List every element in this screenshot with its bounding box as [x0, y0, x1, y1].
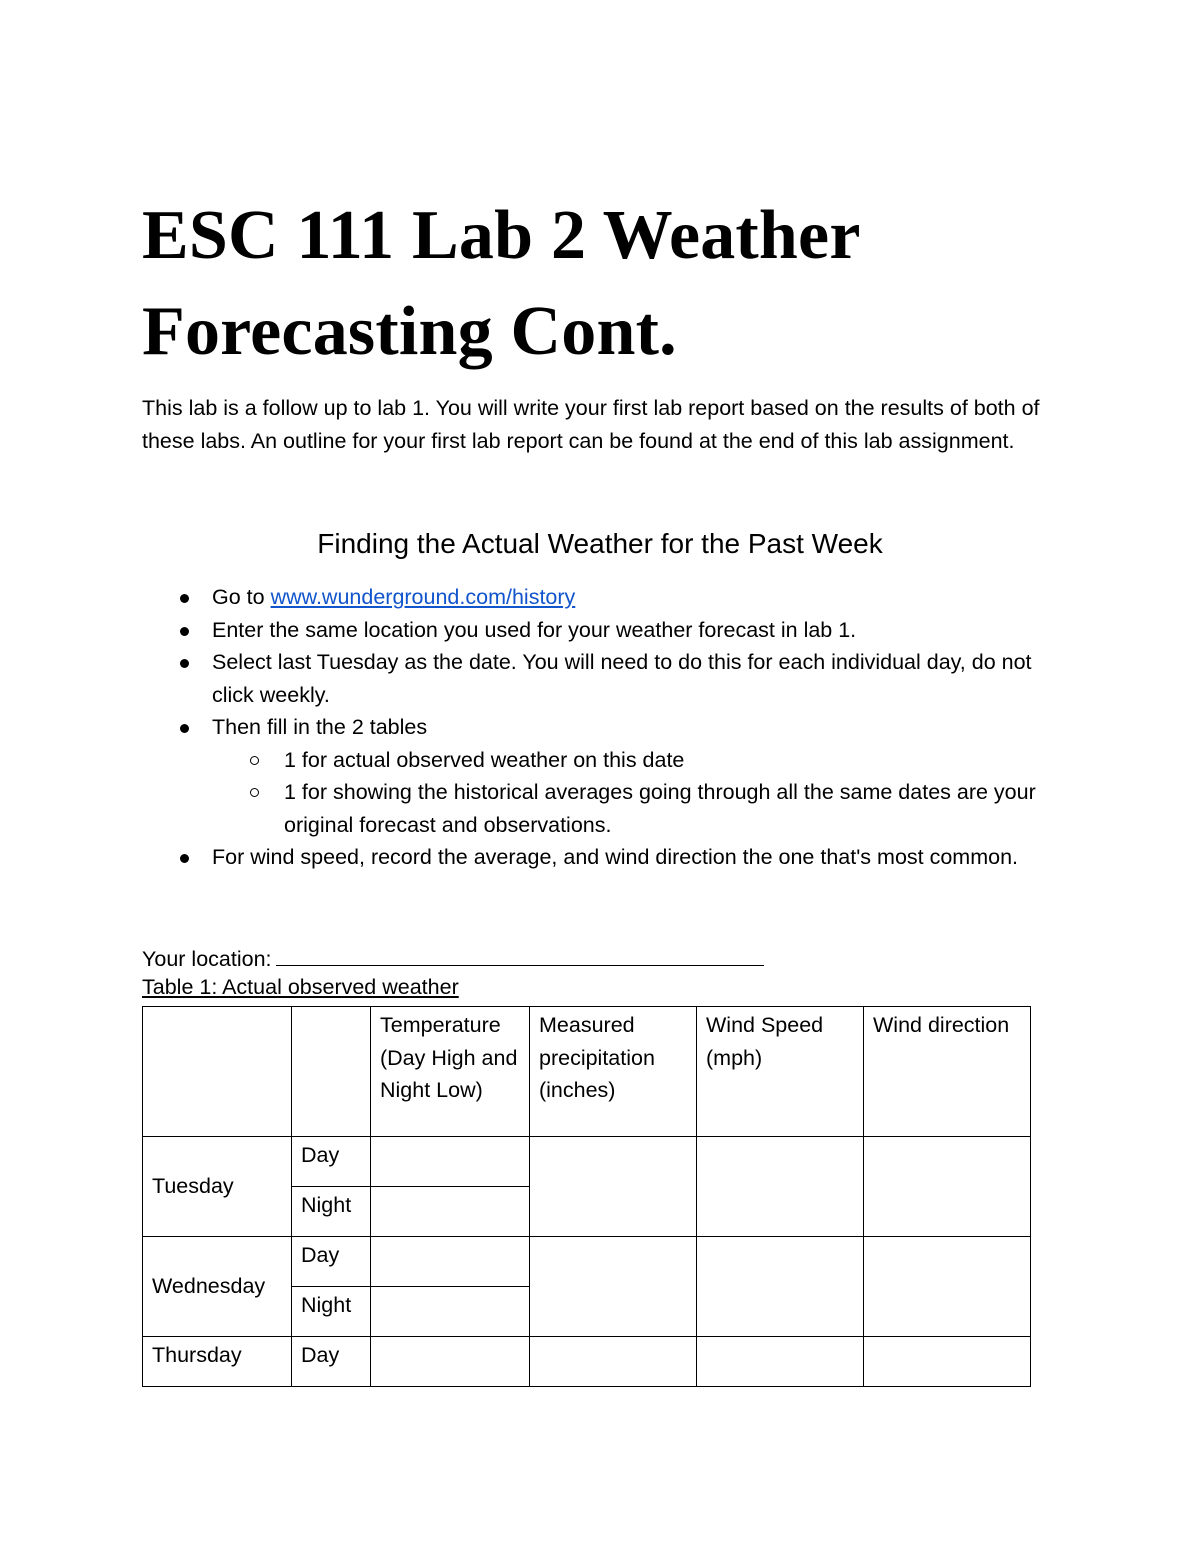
bullet-text: Then fill in the 2 tables	[212, 715, 428, 739]
cell-wind-direction[interactable]	[864, 1237, 1031, 1337]
cell-temperature[interactable]	[371, 1137, 530, 1187]
cell-temperature[interactable]	[371, 1287, 530, 1337]
wunderground-history-link[interactable]: www.wunderground.com/history	[270, 585, 576, 609]
row-label-night: Night	[292, 1287, 371, 1337]
header-precipitation: Measured precipitation (inches)	[530, 1007, 697, 1137]
header-wind-direction: Wind direction	[864, 1007, 1031, 1137]
cell-wind-speed[interactable]	[697, 1137, 864, 1237]
table-row	[143, 1137, 1031, 1187]
location-blank-line[interactable]	[276, 939, 764, 966]
sub-list-item: 1 for showing the historical averages going through all the same dates are your original forecast and observations.	[212, 776, 1072, 841]
list-item	[142, 711, 1072, 841]
location-label: Your location:	[142, 947, 272, 971]
bullet-text: Go to	[212, 585, 271, 609]
sub-list-item: 1 for actual observed weather on this date	[212, 744, 1072, 777]
cell-wind-direction[interactable]	[864, 1137, 1031, 1237]
row-label-day: Day	[292, 1237, 371, 1287]
table-header-row	[143, 1007, 1031, 1137]
cell-wind-direction[interactable]	[864, 1337, 1031, 1387]
intro-paragraph: This lab is a follow up to lab 1. You will write your first lab report based on the results of both of these labs. An outline for your first lab report can be found at the end of this lab assignment.	[142, 396, 1040, 453]
list-item: Enter the same location you used for your weather forecast in lab 1.	[142, 614, 1072, 647]
row-label-tuesday: Tuesday	[143, 1137, 292, 1237]
table-row	[143, 1237, 1031, 1287]
cell-precipitation[interactable]	[530, 1337, 697, 1387]
observed-weather-table	[142, 1006, 1031, 1387]
row-label-night: Night	[292, 1187, 371, 1237]
row-label-thursday: Thursday	[143, 1337, 292, 1387]
cell-wind-speed[interactable]	[697, 1237, 864, 1337]
list-item	[142, 581, 1072, 614]
header-wind-speed: Wind Speed (mph)	[697, 1007, 864, 1137]
table-row	[143, 1337, 1031, 1387]
cell-wind-speed[interactable]	[697, 1337, 864, 1387]
document-title: ESC 111 Lab 2 Weather Forecasting Cont.	[142, 197, 860, 370]
cell-temperature[interactable]	[371, 1337, 530, 1387]
header-temperature: Temperature (Day High and Night Low)	[371, 1007, 530, 1137]
section-heading: Finding the Actual Weather for the Past Week	[317, 528, 883, 559]
instruction-list	[142, 581, 1072, 874]
table-caption: Table 1: Actual observed weather	[142, 975, 459, 999]
cell-precipitation[interactable]	[530, 1237, 697, 1337]
row-label-day: Day	[292, 1337, 371, 1387]
row-label-day: Day	[292, 1137, 371, 1187]
row-label-wednesday: Wednesday	[143, 1237, 292, 1337]
sub-list	[212, 744, 1072, 842]
list-item: For wind speed, record the average, and wind direction the one that's most common.	[142, 841, 1072, 874]
cell-temperature[interactable]	[371, 1237, 530, 1287]
cell-precipitation[interactable]	[530, 1137, 697, 1237]
list-item: Select last Tuesday as the date. You will need to do this for each individual day, do not click weekly.	[142, 646, 1072, 711]
cell-temperature[interactable]	[371, 1187, 530, 1237]
header-cell-blank	[292, 1007, 371, 1137]
header-cell-blank	[143, 1007, 292, 1137]
